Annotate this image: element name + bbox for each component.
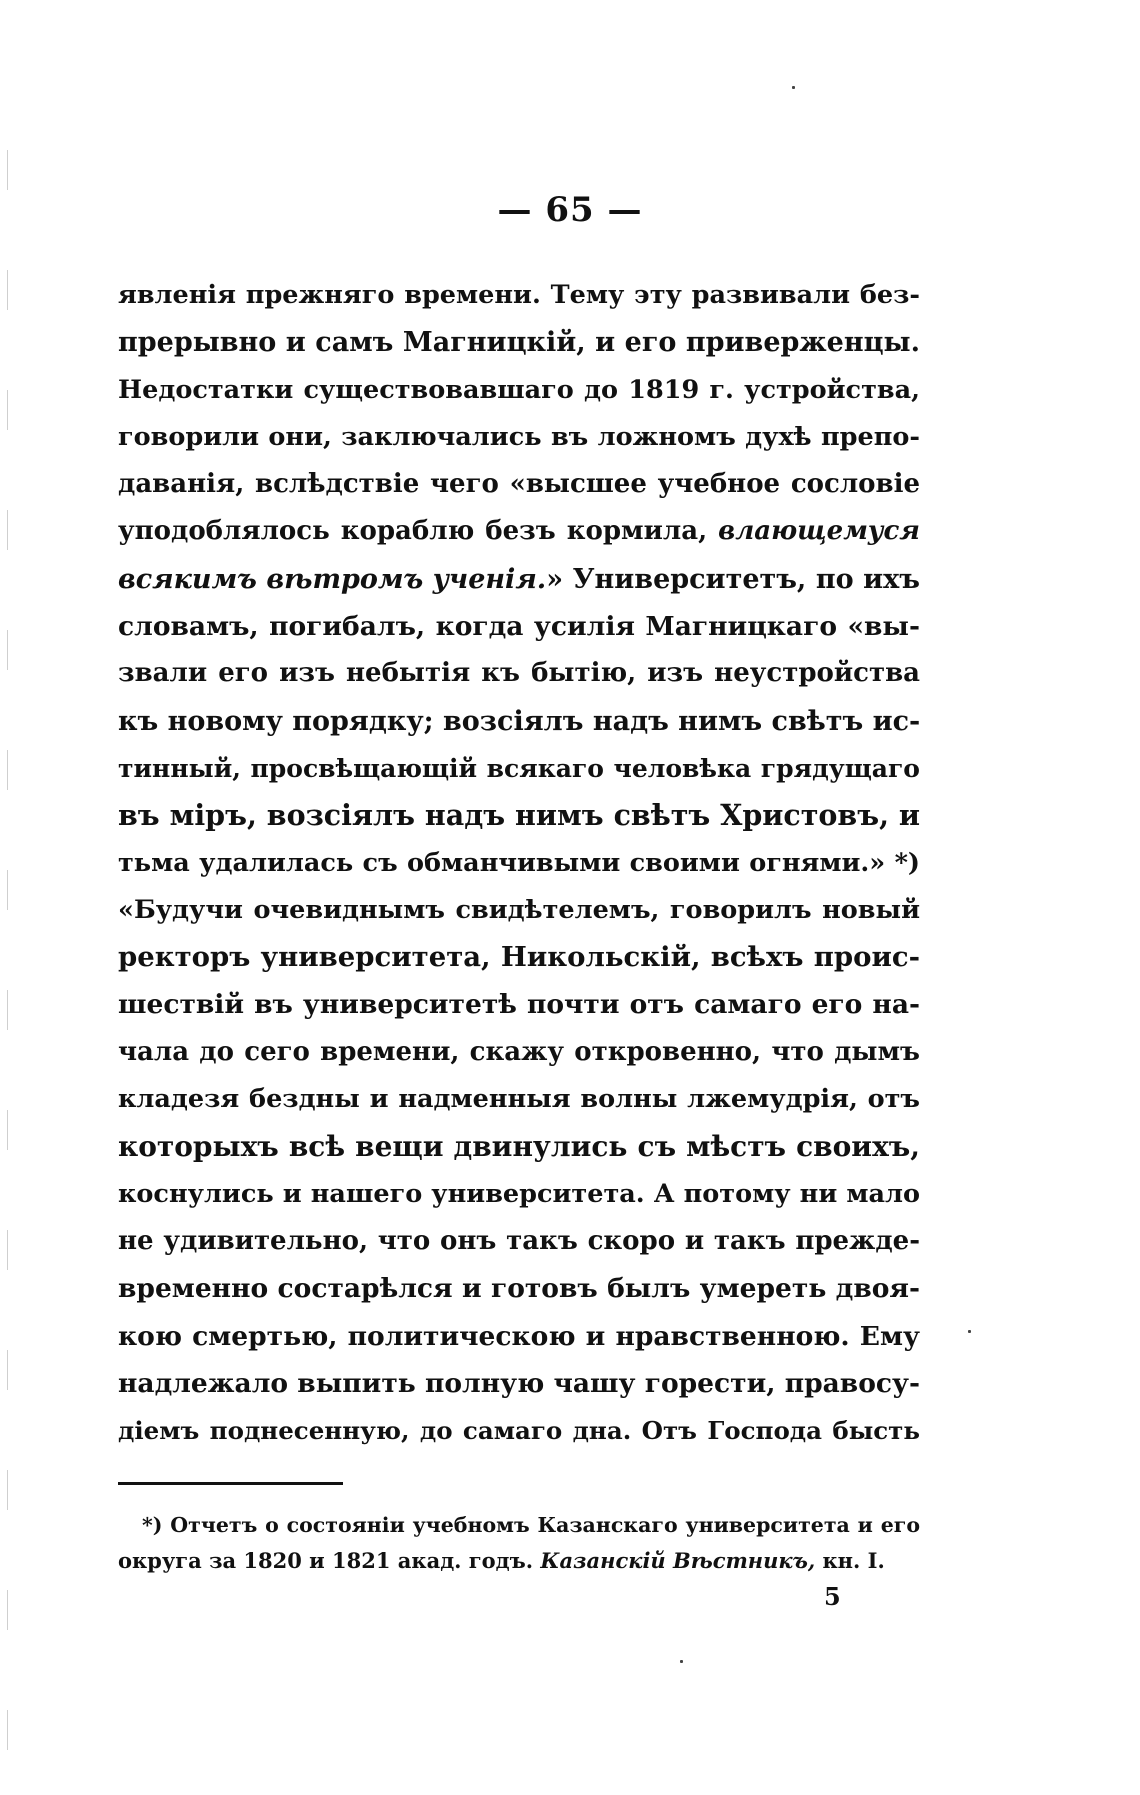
print-speck — [968, 1330, 971, 1333]
text-line: кладезя бездны и надменныя волны лжемудрія, отъ — [118, 1084, 920, 1115]
text-line: надлежало выпить полную чашу горести, правосу- — [118, 1367, 920, 1399]
footnote-text: округа за 1820 и 1821 акад. годъ. — [118, 1548, 534, 1573]
text-line: «Будучи очевиднымъ свидѣтелемъ, говорилъ новый — [118, 894, 920, 925]
text-line-with-italic: уподоблялось кораблю безъ кормила, влающемуся — [118, 516, 920, 547]
text-line-with-italic: всякимъ вѣтромъ ученія.» Университетъ, по ихъ — [118, 563, 920, 595]
text-line: чала до сего времени, скажу откровенно, что дымъ — [118, 1036, 920, 1067]
text-line: тьма удалилась съ обманчивыми своими огнями.» *) — [118, 847, 920, 878]
text-line: Недостатки существовавшаго до 1819 г. устройства, — [118, 374, 920, 405]
text-line: въ міръ, возсіялъ надъ нимъ свѣтъ Христовъ, и — [118, 798, 921, 833]
text-line: тинный, просвѣщающій всякаго человѣка грядущаго — [118, 753, 920, 783]
footnote-line: *) Отчетъ о состояніи учебномъ Казанскаго университета и его — [142, 1513, 920, 1537]
text-line: коснулись и нашего университета. А потому ни мало — [118, 1178, 920, 1209]
text-line: къ новому порядку; возсіялъ надъ нимъ свѣтъ ис- — [118, 705, 921, 737]
page-number: — 65 — — [497, 190, 643, 230]
text-line: діемъ поднесенную, до самаго дна. Отъ Господа бысть — [118, 1416, 920, 1446]
text-line: не удивительно, что онъ такъ скоро и такъ прежде- — [118, 1225, 920, 1256]
page-edge-shadow — [7, 150, 8, 1750]
text-line: ректоръ университета, Никольскій, всѣхъ проис- — [118, 941, 920, 974]
footnote-tail: кн. I. — [822, 1548, 885, 1573]
text-line: звали его изъ небытія къ бытію, изъ неустройства — [118, 658, 920, 689]
footnote-divider — [118, 1482, 343, 1485]
text-line: временно состарѣлся и готовъ былъ умереть двоя- — [118, 1273, 920, 1305]
italic-phrase: всякимъ вѣтромъ ученія. — [118, 563, 547, 595]
text-line: которыхъ всѣ вещи двинулись съ мѣстъ своихъ, — [118, 1130, 920, 1164]
text-line: явленія прежняго времени. Тему эту развивали без- — [118, 280, 920, 310]
text-line: даванія, вслѣдствіе чего «высшее учебное сословіе — [118, 469, 920, 500]
signature-mark: 5 — [824, 1582, 841, 1611]
text-line: шествій въ университетѣ почти отъ самаго его на- — [118, 989, 920, 1021]
italic-phrase: влающемуся — [718, 516, 920, 547]
footnote-line — [118, 1543, 920, 1578]
text-line: словамъ, погибалъ, когда усилія Магницкаго «вы- — [118, 611, 920, 643]
footnote-italic: Казанскій Вѣстникъ, — [540, 1548, 816, 1573]
print-speck — [680, 1660, 683, 1663]
print-speck — [792, 86, 795, 89]
text-line: говорили они, заключались въ ложномъ духѣ препо- — [118, 421, 920, 452]
text-line: кою смертью, политическою и нравственною. Ему — [118, 1320, 920, 1352]
footnote — [118, 1508, 920, 1578]
text-line: прерывно и самъ Магницкій, и его приверженцы. — [118, 327, 920, 359]
body-text — [118, 272, 920, 1454]
